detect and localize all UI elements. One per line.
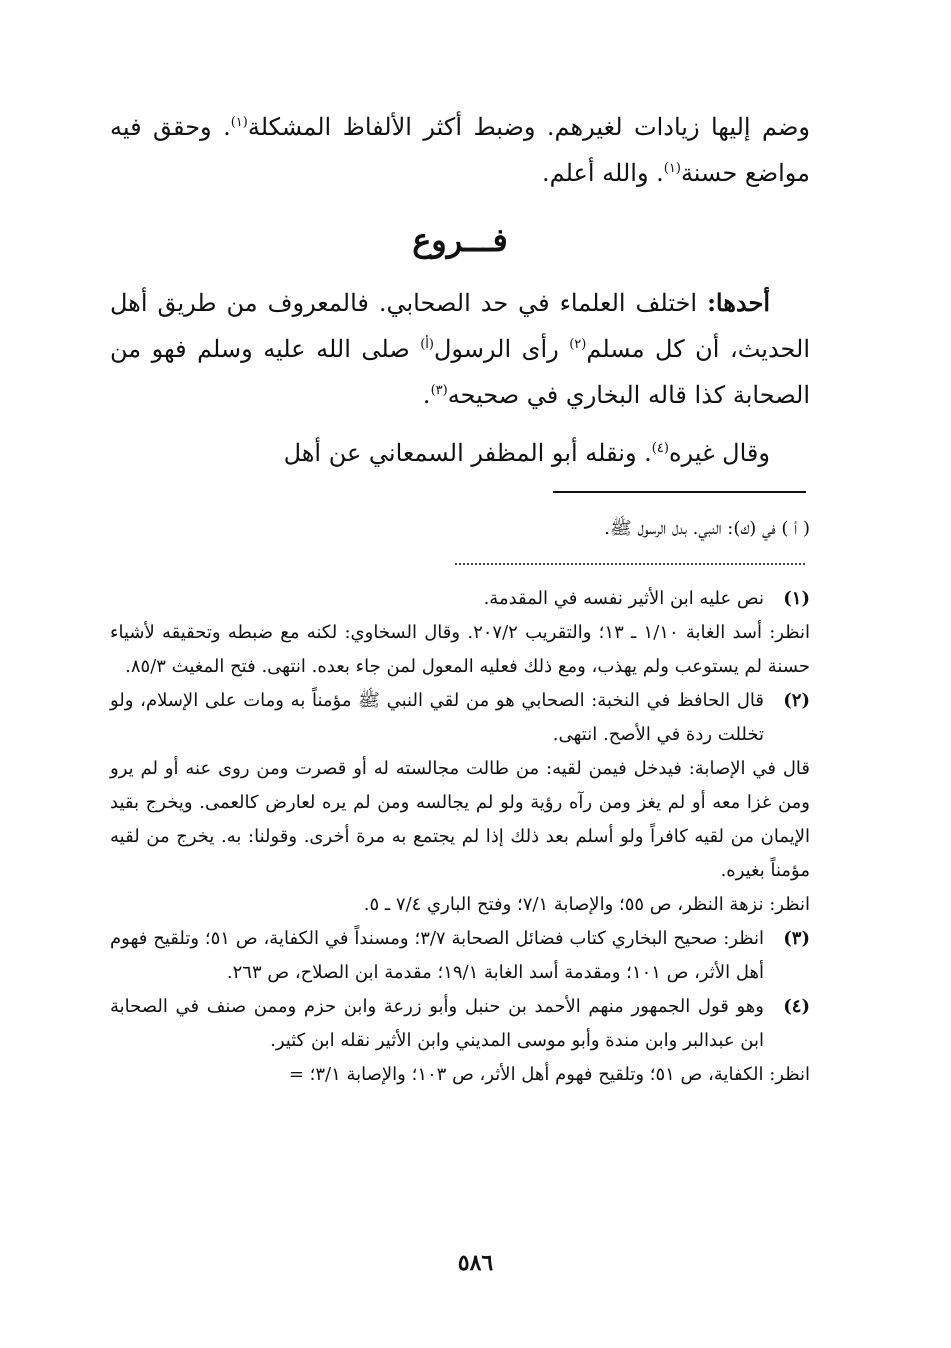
- footnote-ref: (١): [230, 115, 248, 130]
- footnote-4-references: انظر: الكفاية، ص ٥١؛ وتلقيح فهوم أهل الأثر، ص ١٠٣؛ والإصابة ٣/١؛ =: [288, 1064, 810, 1085]
- footnotes-list: [110, 582, 810, 1092]
- footnote-2-continuation: قال في الإصابة: فيدخل فيمن لقيه: من طالت مجالسته له أو قصرت ومن روى عنه أو لم يرو ومن غزا معه أو لم يغز ومن رآه رؤية ولو لم يجالسه ومن لم يره لعارض كالعمى. ويخرج بقيد الإيمان من لقيه كافراً ولو أسلم بعد ذلك إذا لم يجتمع به مرة أخرى. وقولنا: به. يخرج من لقيه مؤمناً بغيره.: [110, 758, 810, 881]
- footnote-3: [110, 922, 810, 990]
- text-segment: .: [422, 381, 431, 409]
- footnote-ref: (١): [663, 161, 681, 176]
- text-segment: . والله أعلم.: [541, 159, 664, 187]
- paragraph-intro: [110, 104, 810, 196]
- text-segment: وضم إليها زيادات لغيرهم. وضبط أكثر الألفاظ المشكلة: [247, 113, 810, 141]
- paragraph-others: [110, 430, 810, 476]
- text-segment: اختلف العلماء في حد الصحابي. فالمعروف من طريق أهل الحديث، أن كل مسلم: [110, 289, 811, 363]
- footnote-number: (٤): [783, 996, 810, 1017]
- footnote-number: (٢): [783, 690, 810, 711]
- dotted-separator: [455, 563, 805, 565]
- variant-note-line: [110, 512, 810, 546]
- section-title: فـــروع: [412, 221, 508, 259]
- footnote-separator: [553, 491, 806, 493]
- footnote-1-continuation: انظر: أسد الغابة ١/١٠ ـ ١٣؛ والتقريب ٢٠٧/٢. وقال السخاوي: لكنه مع ضبطه وتحقيقه لأشياء حسنة لم يستوعب ولم يهذب، ومع ذلك فعليه المعول لمن جاء بعده. انتهى. فتح المغيث ٨٥/٣.: [110, 622, 811, 677]
- footnote-text: انظر: صحيح البخاري كتاب فضائل الصحابة ٣/٧؛ ومسنداً في الكفاية، ص ٥١؛ وتلقيح فهوم أهل الأثر، ص ١٠١؛ ومقدمة أسد الغابة ١٩/١؛ مقدمة ابن الصلاح، ص ٢٦٣.: [110, 928, 764, 983]
- footnote-text: نص عليه ابن الأثير نفسه في المقدمة.: [483, 588, 764, 609]
- footnote-text: قال الحافظ في النخبة: الصحابي هو من لقي النبي ﷺ مؤمناً به ومات على الإسلام، ولو تخللت ردة في الأصح. انتهى.: [110, 690, 764, 745]
- footnote-number: (١): [783, 588, 810, 609]
- lead-term: أحدها:: [707, 288, 770, 317]
- footnote-2-references: انظر: نزهة النظر، ص ٥٥؛ والإصابة ٧/١؛ وفتح الباري ٧/٤ ـ ٥.: [363, 894, 810, 915]
- footnote-number: (٣): [783, 928, 810, 949]
- text-segment: صلى الله عليه وسلم فهو من الصحابة كذا قاله البخاري في صحيحه: [110, 335, 810, 409]
- text-segment: . ونقله أبو المظفر السمعاني عن أهل: [283, 439, 652, 467]
- footnote-4: [110, 990, 810, 1058]
- footnote-1: [110, 582, 810, 616]
- variant-note: [110, 512, 810, 546]
- text-segment: رأى الرسول: [433, 335, 570, 363]
- page-number: ٥٨٦: [457, 1250, 494, 1276]
- footnote-ref: (٤): [651, 441, 669, 456]
- footnote-ref: (٢): [569, 337, 587, 352]
- text-segment: . وحقق فيه مواضع حسنة: [110, 113, 810, 187]
- footnote-2: [110, 684, 810, 752]
- footnote-text: وهو قول الجمهور منهم الأحمد بن حنبل وأبو زرعة وابن حزم وممن صنف في الصحابة ابن عبدالبر وابن مندة وأبو موسى المديني وابن الأثير نقله ابن كثير.: [110, 996, 764, 1051]
- footnote-ref: (٣): [430, 383, 448, 398]
- variant-marker: ( أ ): [781, 518, 810, 539]
- variant-text: في (ك): النبي. بدل الرسول ﷺ.: [604, 518, 776, 539]
- text-segment: وقال غيره: [668, 439, 770, 467]
- paragraph-first-branch: [110, 280, 810, 418]
- main-text: [110, 104, 810, 476]
- variant-ref: (أ): [420, 337, 434, 352]
